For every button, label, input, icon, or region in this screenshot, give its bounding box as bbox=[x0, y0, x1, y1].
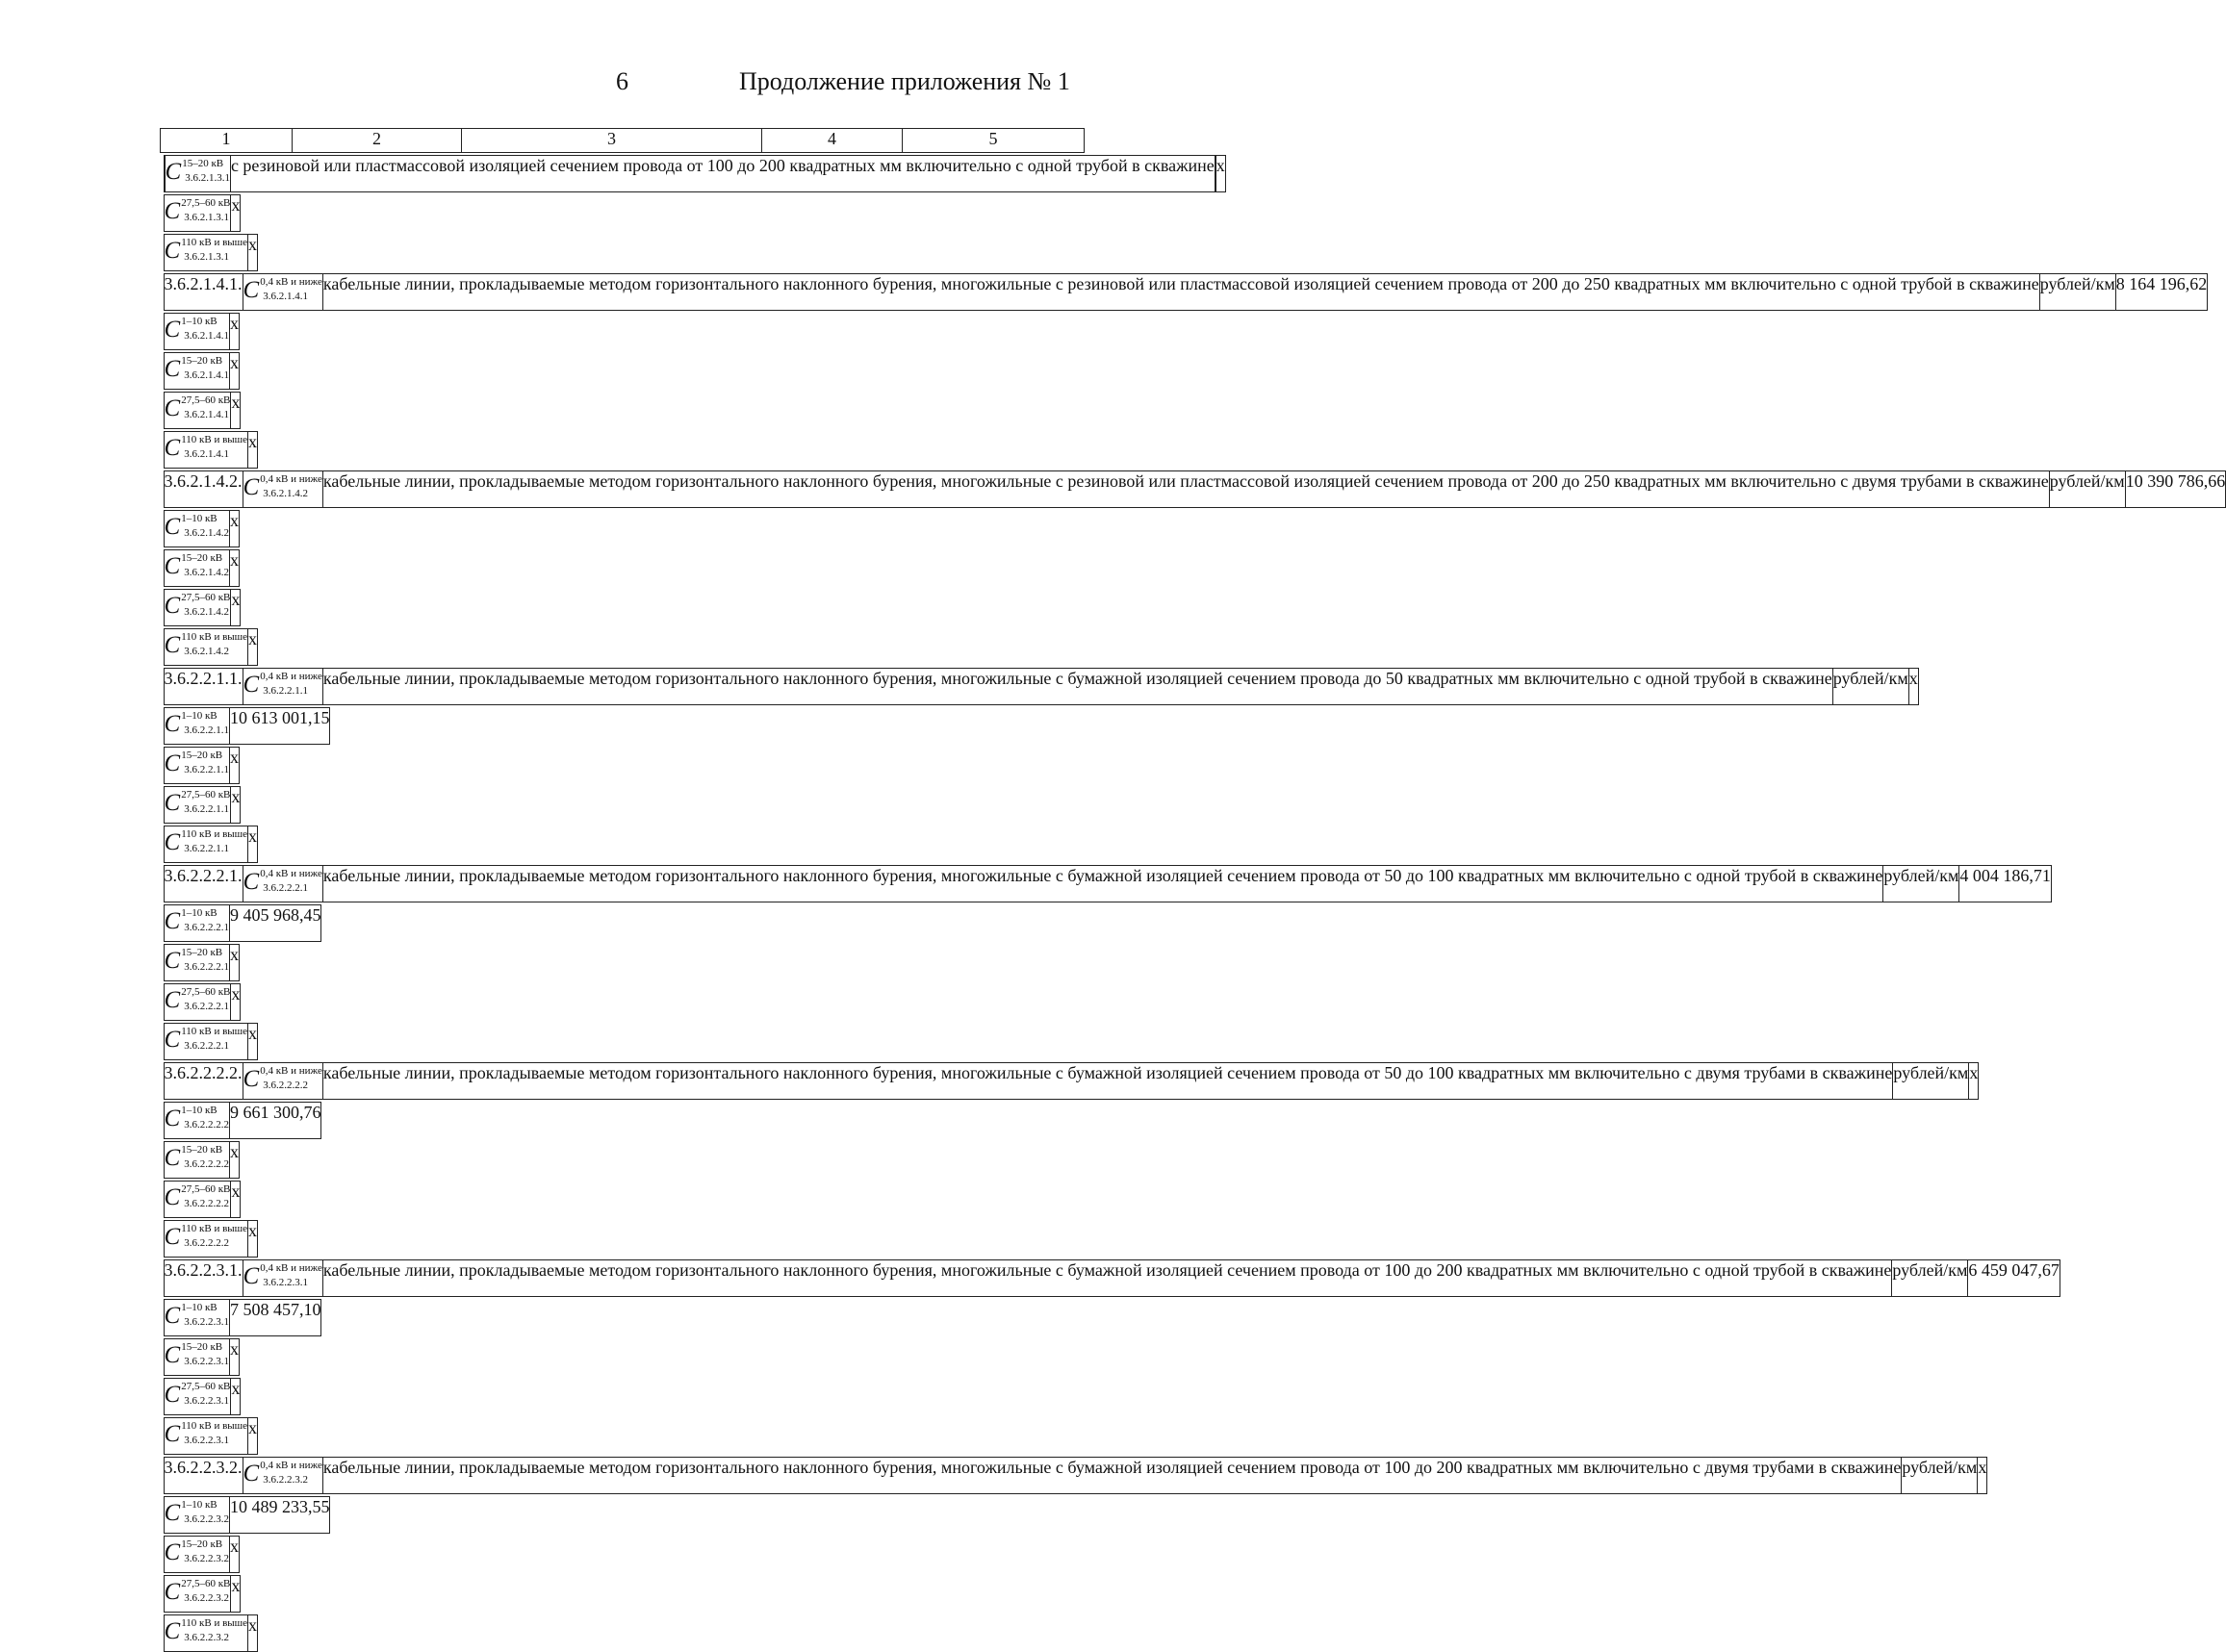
table-row bbox=[164, 313, 293, 350]
rate-symbol-letter: C bbox=[165, 1144, 181, 1173]
rate-symbol bbox=[164, 195, 231, 232]
rate-value: 9 661 300,76 bbox=[229, 1103, 321, 1139]
voltage-level: 27,5–60 кВ bbox=[181, 1381, 230, 1393]
voltage-level: 110 кВ и выше bbox=[181, 434, 247, 446]
item-description: с резиновой или пластмассовой изоляцией сечением провода от 100 до 200 квадратных мм включительно с одной трубой в скважине bbox=[230, 156, 1215, 192]
rate-symbol bbox=[164, 748, 229, 784]
rate-code-suffix: 3.6.2.1.4.1 bbox=[184, 448, 247, 461]
table-row bbox=[164, 1141, 293, 1179]
item-description: кабельные линии, прокладываемые методом горизонтального наклонного бурения, многожильные с бумажной изоляцией сечением провода от 100 до 200 квадратных мм включительно с двумя трубами в скважине bbox=[322, 1458, 1901, 1494]
voltage-level: 0,4 кВ и ниже bbox=[260, 1262, 322, 1275]
rate-value: х bbox=[231, 1182, 241, 1218]
voltage-level: 110 кВ и выше bbox=[181, 1617, 247, 1630]
voltage-level: 15–20 кВ bbox=[181, 1341, 229, 1354]
rate-symbol-letter: C bbox=[165, 1183, 181, 1212]
column-header: 2 bbox=[293, 129, 462, 153]
rate-value: х bbox=[248, 1615, 258, 1652]
rate-value: х bbox=[229, 511, 239, 547]
rate-symbol-index bbox=[181, 1302, 229, 1329]
voltage-level: 1–10 кВ bbox=[181, 1302, 229, 1314]
rate-code-suffix: 3.6.2.1.4.1 bbox=[184, 369, 229, 382]
rate-code-suffix: 3.6.2.2.3.1 bbox=[263, 1277, 322, 1289]
rate-symbol-letter: C bbox=[165, 750, 181, 778]
voltage-level: 110 кВ и выше bbox=[181, 1420, 247, 1433]
item-unit: рублей/км bbox=[1883, 866, 1959, 902]
voltage-level: 110 кВ и выше bbox=[181, 631, 247, 644]
rate-value: х bbox=[229, 550, 239, 587]
tariff-table bbox=[160, 128, 1085, 1652]
rate-code-suffix: 3.6.2.1.4.1 bbox=[263, 291, 322, 303]
table-row bbox=[164, 826, 293, 863]
voltage-level: 1–10 кВ bbox=[181, 316, 229, 328]
rate-symbol-index bbox=[181, 355, 229, 382]
rate-symbol-letter: C bbox=[165, 907, 181, 936]
rate-code-suffix: 3.6.2.2.2.1 bbox=[263, 882, 322, 895]
rate-symbol-letter: C bbox=[165, 316, 181, 344]
rate-symbol bbox=[243, 471, 322, 508]
table-row bbox=[164, 510, 293, 547]
item-unit: рублей/км bbox=[2039, 274, 2115, 311]
table-row bbox=[164, 1338, 293, 1376]
item-code: 3.6.2.1.4.2. bbox=[164, 471, 243, 508]
item-code: 3.6.2.2.3.1. bbox=[164, 1260, 243, 1297]
rate-code-suffix: 3.6.2.2.2.1 bbox=[184, 922, 229, 934]
rate-value: х bbox=[229, 1142, 239, 1179]
voltage-level: 110 кВ и выше bbox=[181, 828, 247, 841]
rate-symbol-letter: C bbox=[243, 1460, 260, 1488]
voltage-level: 1–10 кВ bbox=[181, 710, 229, 723]
rate-code-suffix: 3.6.2.2.1.1 bbox=[184, 724, 229, 737]
rate-value: х bbox=[231, 1379, 241, 1415]
table-row bbox=[164, 1496, 293, 1534]
rate-symbol-letter: C bbox=[165, 710, 181, 739]
rate-symbol-letter: C bbox=[165, 1499, 181, 1528]
rate-symbol-letter: C bbox=[243, 671, 260, 699]
rate-symbol-letter: C bbox=[165, 1105, 181, 1133]
rate-symbol-letter: C bbox=[165, 434, 181, 463]
rate-symbol-index bbox=[181, 947, 229, 974]
rate-symbol bbox=[164, 629, 248, 666]
rate-symbol-index bbox=[181, 1499, 229, 1526]
voltage-level: 15–20 кВ bbox=[182, 158, 230, 170]
rate-code-suffix: 3.6.2.1.4.2 bbox=[184, 606, 230, 619]
rate-code-suffix: 3.6.2.2.3.1 bbox=[184, 1316, 229, 1329]
rate-symbol bbox=[164, 787, 231, 824]
rate-symbol bbox=[164, 432, 248, 469]
table-row bbox=[164, 707, 293, 745]
table-row bbox=[164, 1536, 293, 1573]
table-row bbox=[164, 865, 293, 902]
voltage-level: 27,5–60 кВ bbox=[181, 197, 230, 210]
rate-symbol-index bbox=[260, 1460, 322, 1487]
rate-symbol-letter: C bbox=[165, 592, 181, 621]
rate-symbol-letter: C bbox=[243, 276, 260, 305]
rate-symbol-index bbox=[181, 434, 247, 461]
rate-symbol bbox=[243, 669, 322, 705]
rate-code-suffix: 3.6.2.1.4.2 bbox=[184, 646, 247, 658]
table-row bbox=[164, 392, 293, 429]
rate-symbol-index bbox=[181, 1420, 247, 1447]
voltage-level: 1–10 кВ bbox=[181, 1105, 229, 1117]
voltage-level: 15–20 кВ bbox=[181, 552, 229, 565]
rate-symbol bbox=[164, 826, 248, 863]
rate-value: х bbox=[248, 629, 258, 666]
rate-code-suffix: 3.6.2.2.2.2 bbox=[184, 1237, 247, 1250]
rate-code-suffix: 3.6.2.2.3.1 bbox=[184, 1356, 229, 1368]
rate-symbol bbox=[164, 1024, 248, 1060]
rate-symbol-index bbox=[181, 394, 230, 421]
rate-symbol-letter: C bbox=[165, 552, 181, 581]
rate-code-suffix: 3.6.2.2.2.1 bbox=[184, 1040, 247, 1053]
rate-symbol-index bbox=[181, 828, 247, 855]
rate-code-suffix: 3.6.2.2.1.1 bbox=[184, 764, 229, 776]
rate-symbol bbox=[164, 708, 229, 745]
table-row bbox=[164, 1417, 293, 1455]
table-row bbox=[164, 668, 293, 705]
rate-code-suffix: 3.6.2.1.3.1 bbox=[184, 251, 247, 264]
table-row bbox=[164, 589, 293, 626]
rate-symbol-letter: C bbox=[165, 1617, 181, 1646]
rate-symbol-letter: C bbox=[165, 828, 181, 857]
rate-code-suffix: 3.6.2.2.3.1 bbox=[184, 1395, 230, 1408]
rate-code-suffix: 3.6.2.2.2.2 bbox=[184, 1119, 229, 1131]
rate-value: х bbox=[248, 235, 258, 271]
voltage-level: 27,5–60 кВ bbox=[181, 592, 230, 604]
rate-code-suffix: 3.6.2.1.4.1 bbox=[184, 409, 230, 421]
voltage-level: 27,5–60 кВ bbox=[181, 986, 230, 999]
rate-value: х bbox=[231, 195, 241, 232]
rate-symbol-index bbox=[182, 158, 230, 185]
rate-symbol-letter: C bbox=[165, 394, 181, 423]
rate-symbol-index bbox=[181, 1026, 247, 1053]
item-code: 3.6.2.2.3.2. bbox=[164, 1458, 243, 1494]
rate-symbol bbox=[164, 945, 229, 981]
rate-symbol bbox=[164, 984, 231, 1021]
rate-code-suffix: 3.6.2.2.2.2 bbox=[184, 1158, 229, 1171]
rate-symbol-letter: C bbox=[243, 473, 260, 502]
page-number: 6 bbox=[616, 67, 628, 96]
rate-symbol-letter: C bbox=[165, 513, 181, 542]
column-header: 1 bbox=[161, 129, 293, 153]
rate-value: х bbox=[1969, 1063, 1979, 1100]
voltage-level: 0,4 кВ и ниже bbox=[260, 1065, 322, 1078]
voltage-level: 15–20 кВ bbox=[181, 1144, 229, 1156]
rate-symbol-letter: C bbox=[165, 789, 181, 818]
voltage-level: 1–10 кВ bbox=[181, 1499, 229, 1512]
rate-value: 10 613 001,15 bbox=[229, 708, 330, 745]
table-row bbox=[164, 944, 293, 981]
voltage-level: 0,4 кВ и ниже bbox=[260, 473, 322, 486]
rate-symbol-index bbox=[181, 631, 247, 658]
rate-symbol-index bbox=[181, 750, 229, 776]
table-row bbox=[164, 352, 293, 390]
table-row bbox=[164, 431, 293, 469]
rate-symbol-letter: C bbox=[165, 197, 181, 226]
table-row bbox=[164, 234, 293, 271]
rate-symbol bbox=[164, 1537, 229, 1573]
voltage-level: 0,4 кВ и ниже bbox=[260, 868, 322, 880]
rate-value: 8 164 196,62 bbox=[2115, 274, 2208, 311]
item-code: 3.6.2.1.4.1. bbox=[164, 274, 243, 311]
voltage-level: 15–20 кВ bbox=[181, 947, 229, 959]
rate-symbol bbox=[164, 1221, 248, 1258]
voltage-level: 0,4 кВ и ниже bbox=[260, 671, 322, 683]
rate-symbol-index bbox=[181, 1183, 230, 1210]
rate-value: х bbox=[248, 1221, 258, 1258]
voltage-level: 1–10 кВ bbox=[181, 513, 229, 525]
rate-symbol-letter: C bbox=[165, 986, 181, 1015]
rate-code-suffix: 3.6.2.2.1.1 bbox=[184, 803, 230, 816]
rate-symbol-letter: C bbox=[165, 1341, 181, 1370]
rate-symbol-letter: C bbox=[243, 868, 260, 897]
rate-value: х bbox=[231, 590, 241, 626]
rate-symbol bbox=[243, 1458, 322, 1494]
rate-symbol-index bbox=[260, 868, 322, 895]
table-row bbox=[164, 904, 293, 942]
rate-symbol-letter: C bbox=[165, 355, 181, 384]
rate-value: х bbox=[229, 748, 239, 784]
item-unit: рублей/км bbox=[2049, 471, 2125, 508]
rate-value: х bbox=[229, 353, 239, 390]
appendix-continuation-title: Продолжение приложения № 1 bbox=[739, 67, 1070, 96]
rate-symbol-letter: C bbox=[165, 1538, 181, 1567]
rate-symbol-letter: C bbox=[165, 947, 181, 976]
rate-value: х bbox=[1908, 669, 1918, 705]
rate-code-suffix: 3.6.2.2.2.2 bbox=[263, 1080, 322, 1092]
rate-symbol-index bbox=[181, 552, 229, 579]
table-row bbox=[164, 1062, 293, 1100]
rate-value: 10 489 233,55 bbox=[229, 1497, 330, 1534]
rate-code-suffix: 3.6.2.1.4.2 bbox=[184, 527, 229, 540]
rate-symbol-index bbox=[181, 907, 229, 934]
rate-symbol-index bbox=[260, 1065, 322, 1092]
rate-code-suffix: 3.6.2.1.4.2 bbox=[263, 488, 322, 500]
rate-symbol-index bbox=[260, 473, 322, 500]
item-unit: рублей/км bbox=[1832, 669, 1908, 705]
column-header: 3 bbox=[462, 129, 762, 153]
rate-symbol bbox=[164, 1576, 231, 1613]
table-row bbox=[164, 747, 293, 784]
voltage-level: 15–20 кВ bbox=[181, 750, 229, 762]
rate-symbol-letter: C bbox=[165, 1420, 181, 1449]
rate-symbol-index bbox=[181, 1144, 229, 1171]
voltage-level: 0,4 кВ и ниже bbox=[260, 1460, 322, 1472]
rate-symbol-letter: C bbox=[165, 1381, 181, 1410]
rate-code-suffix: 3.6.2.2.1.1 bbox=[184, 843, 247, 855]
table-row bbox=[164, 1614, 293, 1652]
rate-code-suffix: 3.6.2.1.3.1 bbox=[185, 172, 230, 185]
rate-code-suffix: 3.6.2.2.2.1 bbox=[184, 1001, 230, 1013]
item-description: кабельные линии, прокладываемые методом горизонтального наклонного бурения, многожильные с бумажной изоляцией сечением провода от 100 до 200 квадратных мм включительно с одной трубой в скважине bbox=[322, 1260, 1892, 1297]
rate-value: х bbox=[231, 393, 241, 429]
rate-symbol-index bbox=[181, 197, 230, 224]
table-row bbox=[164, 549, 293, 587]
item-unit: рублей/км bbox=[1902, 1458, 1978, 1494]
rate-symbol bbox=[164, 1300, 229, 1336]
item-unit: рублей/км bbox=[1892, 1260, 1968, 1297]
rate-value: х bbox=[231, 984, 241, 1021]
table-row bbox=[164, 1102, 293, 1139]
rate-code-suffix: 3.6.2.1.3.1 bbox=[184, 212, 230, 224]
rate-symbol-index bbox=[181, 513, 229, 540]
rate-value: 6 459 047,67 bbox=[1968, 1260, 2060, 1297]
voltage-level: 27,5–60 кВ bbox=[181, 789, 230, 801]
rate-symbol bbox=[164, 353, 229, 390]
item-description: кабельные линии, прокладываемые методом горизонтального наклонного бурения, многожильные с резиновой или пластмассовой изоляцией сечением провода от 200 до 250 квадратных мм включительно с двумя трубами в скважине bbox=[322, 471, 2049, 508]
rate-symbol-index bbox=[181, 1223, 247, 1250]
rate-code-suffix: 3.6.2.2.1.1 bbox=[263, 685, 322, 698]
rate-value: х bbox=[1978, 1458, 1987, 1494]
rate-symbol bbox=[164, 550, 229, 587]
table-row bbox=[164, 628, 293, 666]
rate-code-suffix: 3.6.2.1.4.2 bbox=[184, 567, 229, 579]
rate-symbol bbox=[164, 235, 248, 271]
rate-symbol bbox=[164, 393, 231, 429]
rate-symbol-index bbox=[181, 1341, 229, 1368]
rate-symbol bbox=[164, 1339, 229, 1376]
voltage-level: 27,5–60 кВ bbox=[181, 1183, 230, 1196]
rate-value: х bbox=[229, 1339, 239, 1376]
rate-symbol bbox=[164, 1497, 229, 1534]
rate-symbol bbox=[164, 905, 229, 942]
rate-symbol-letter: C bbox=[165, 237, 181, 266]
rate-value: 9 405 968,45 bbox=[229, 905, 321, 942]
table-row bbox=[164, 273, 293, 311]
rate-symbol bbox=[164, 511, 229, 547]
voltage-level: 15–20 кВ bbox=[181, 355, 229, 368]
rate-symbol-index bbox=[181, 237, 247, 264]
rate-code-suffix: 3.6.2.2.2.2 bbox=[184, 1198, 230, 1210]
rate-value: х bbox=[248, 1024, 258, 1060]
item-description: кабельные линии, прокладываемые методом горизонтального наклонного бурения, многожильные с бумажной изоляцией сечением провода до 50 квадратных мм включительно с одной трубой в скважине bbox=[322, 669, 1832, 705]
voltage-level: 1–10 кВ bbox=[181, 907, 229, 920]
rate-symbol-index bbox=[260, 1262, 322, 1289]
table-row bbox=[164, 983, 293, 1021]
column-header-row bbox=[161, 129, 1085, 153]
rate-symbol-letter: C bbox=[165, 631, 181, 660]
table-row bbox=[164, 194, 293, 232]
rate-symbol-index bbox=[181, 1381, 230, 1408]
rate-value: х bbox=[229, 1537, 239, 1573]
rate-symbol-letter: C bbox=[165, 1302, 181, 1331]
voltage-level: 110 кВ и выше bbox=[181, 1026, 247, 1038]
item-description: кабельные линии, прокладываемые методом горизонтального наклонного бурения, многожильные с бумажной изоляцией сечением провода от 50 до 100 квадратных мм включительно с двумя трубами в скважине bbox=[322, 1063, 1892, 1100]
item-code: 3.6.2.2.1.1. bbox=[164, 669, 243, 705]
rate-symbol-index bbox=[181, 1105, 229, 1131]
rate-symbol bbox=[165, 156, 230, 192]
item-code: 3.6.2.2.2.2. bbox=[164, 1063, 243, 1100]
table-row bbox=[164, 1299, 293, 1336]
rate-symbol-index bbox=[181, 1617, 247, 1644]
rate-code-suffix: 3.6.2.2.3.2 bbox=[184, 1592, 230, 1605]
rate-value: х bbox=[229, 945, 239, 981]
table-row bbox=[164, 470, 293, 508]
rate-value: х bbox=[248, 432, 258, 469]
table-row bbox=[164, 1378, 293, 1415]
table-row bbox=[164, 155, 293, 192]
rate-value: 4 004 186,71 bbox=[1959, 866, 2052, 902]
item-code: 3.6.2.2.2.1. bbox=[164, 866, 243, 902]
voltage-level: 0,4 кВ и ниже bbox=[260, 276, 322, 289]
rate-value: х bbox=[248, 826, 258, 863]
rate-symbol-letter: C bbox=[165, 1223, 181, 1252]
rate-symbol bbox=[164, 1418, 248, 1455]
rate-symbol-index bbox=[181, 789, 230, 816]
rate-code-suffix: 3.6.2.2.3.2 bbox=[184, 1553, 229, 1565]
rate-symbol-index bbox=[181, 316, 229, 343]
rate-symbol-index bbox=[260, 671, 322, 698]
voltage-level: 110 кВ и выше bbox=[181, 1223, 247, 1235]
table-row bbox=[164, 1220, 293, 1258]
rate-symbol bbox=[164, 1103, 229, 1139]
rate-symbol bbox=[243, 866, 322, 902]
rate-symbol-letter: C bbox=[166, 158, 182, 187]
rate-symbol-letter: C bbox=[165, 1026, 181, 1055]
rate-symbol bbox=[164, 1615, 248, 1652]
rate-symbol bbox=[164, 1182, 231, 1218]
rate-symbol-index bbox=[181, 1538, 229, 1565]
tariff-table-body bbox=[161, 129, 1085, 1652]
item-description: кабельные линии, прокладываемые методом горизонтального наклонного бурения, многожильные с бумажной изоляцией сечением провода от 50 до 100 квадратных мм включительно с одной трубой в скважине bbox=[322, 866, 1883, 902]
rate-symbol-index bbox=[181, 592, 230, 619]
rate-value: х bbox=[1215, 156, 1225, 192]
rate-symbol bbox=[164, 590, 231, 626]
voltage-level: 15–20 кВ bbox=[181, 1538, 229, 1551]
rate-value: х bbox=[229, 314, 239, 350]
rate-symbol-index bbox=[181, 1578, 230, 1605]
voltage-level: 110 кВ и выше bbox=[181, 237, 247, 249]
table-row bbox=[164, 1181, 293, 1218]
rate-value: х bbox=[231, 787, 241, 824]
table-row bbox=[164, 1457, 293, 1494]
rate-symbol bbox=[243, 1260, 322, 1297]
column-header: 5 bbox=[903, 129, 1085, 153]
rate-symbol bbox=[164, 1142, 229, 1179]
rate-symbol-index bbox=[181, 710, 229, 737]
table-row bbox=[164, 1575, 293, 1613]
rate-code-suffix: 3.6.2.2.3.2 bbox=[263, 1474, 322, 1487]
rate-symbol bbox=[243, 274, 322, 311]
rate-symbol-letter: C bbox=[165, 1578, 181, 1607]
rate-value: 10 390 786,66 bbox=[2125, 471, 2226, 508]
rate-value: х bbox=[248, 1418, 258, 1455]
rate-code-suffix: 3.6.2.2.3.2 bbox=[184, 1513, 229, 1526]
rate-symbol bbox=[164, 1379, 231, 1415]
rate-code-suffix: 3.6.2.2.3.1 bbox=[184, 1435, 247, 1447]
rate-value: 7 508 457,10 bbox=[229, 1300, 321, 1336]
rate-symbol-index bbox=[181, 986, 230, 1013]
rate-code-suffix: 3.6.2.2.2.1 bbox=[184, 961, 229, 974]
column-header: 4 bbox=[762, 129, 903, 153]
rate-symbol-letter: C bbox=[243, 1262, 260, 1291]
rate-code-suffix: 3.6.2.2.3.2 bbox=[184, 1632, 247, 1644]
rate-symbol-index bbox=[260, 276, 322, 303]
rate-symbol bbox=[243, 1063, 322, 1100]
voltage-level: 27,5–60 кВ bbox=[181, 1578, 230, 1590]
table-row bbox=[164, 786, 293, 824]
table-row bbox=[164, 1023, 293, 1060]
rate-symbol-letter: C bbox=[243, 1065, 260, 1094]
item-unit: рублей/км bbox=[1893, 1063, 1969, 1100]
rate-code-suffix: 3.6.2.1.4.1 bbox=[184, 330, 229, 343]
table-row bbox=[164, 1259, 293, 1297]
voltage-level: 27,5–60 кВ bbox=[181, 394, 230, 407]
item-description: кабельные линии, прокладываемые методом горизонтального наклонного бурения, многожильные с резиновой или пластмассовой изоляцией сечением провода от 200 до 250 квадратных мм включительно с одной трубой в скважине bbox=[322, 274, 2039, 311]
rate-value: х bbox=[231, 1576, 241, 1613]
rate-symbol bbox=[164, 314, 229, 350]
